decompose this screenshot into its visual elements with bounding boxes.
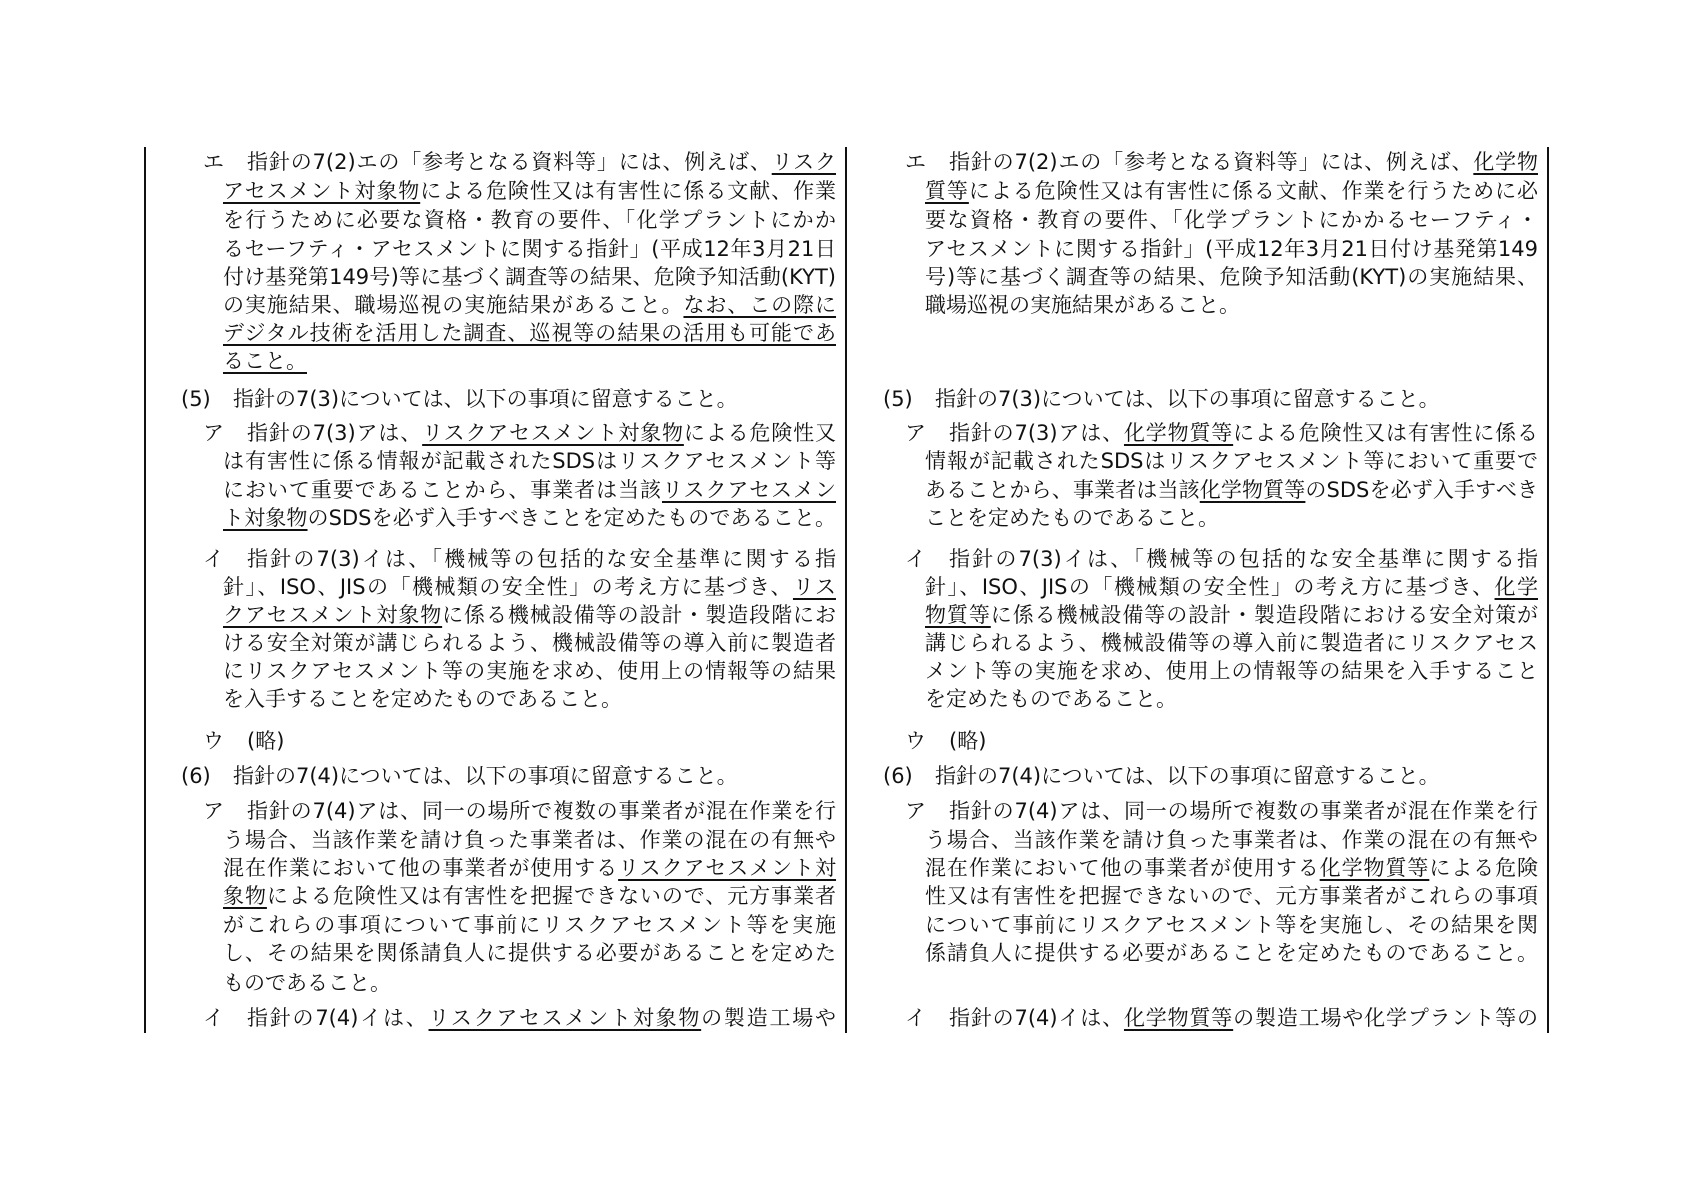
text-run: るセーフティ・アセスメントに関する指針」(平成12年3月21日 — [223, 237, 836, 261]
item-label: ア — [905, 799, 926, 823]
text-line — [223, 657, 836, 685]
text-line — [925, 657, 1538, 685]
item-label: ア — [203, 799, 224, 823]
text-line — [925, 476, 1538, 504]
text-line — [949, 1004, 1538, 1032]
text-line — [925, 685, 1177, 713]
item-label: ウ — [905, 729, 926, 753]
section-number: (5) — [883, 387, 913, 411]
item-label: エ — [203, 150, 224, 174]
text-line — [247, 797, 836, 825]
underlined-amendment: ること。 — [223, 349, 307, 373]
text-run: による危険性又は有害性を把握できないので、元方事業者 — [266, 884, 837, 908]
text-line — [949, 419, 1538, 447]
text-run: 指針の7(4)アは、同一の場所で複数の事業者が混在作業を行 — [949, 799, 1538, 823]
text-run: の製造工場や化学プラント等の — [1233, 1006, 1539, 1030]
text-run: を入手することを定めたものであること。 — [223, 687, 622, 711]
text-run: 職場巡視の実施結果があること。 — [925, 293, 1240, 317]
text-run: し、その結果を関係請負人に提供する必要があることを定めた — [223, 941, 836, 965]
text-run: について事前にリスクアセスメント等を実施し、その結果を関 — [925, 913, 1538, 937]
text-line — [925, 826, 1538, 854]
underlined-amendment: ト対象物 — [223, 506, 308, 530]
text-line — [223, 685, 622, 713]
item-label: イ — [203, 1006, 224, 1030]
text-line — [247, 419, 836, 447]
text-line — [925, 447, 1538, 475]
section-number: (6) — [181, 764, 211, 788]
text-line — [925, 177, 1538, 205]
item-label: ア — [203, 421, 224, 445]
section-heading: 指針の7(4)については、以下の事項に留意すること。 — [935, 764, 1440, 788]
text-line — [247, 1004, 836, 1032]
text-run: による危険性又は有害性に係る — [1233, 421, 1539, 445]
omitted-note: (略) — [247, 729, 285, 753]
text-run: アセスメントに関する指針」(平成12年3月21日付け基発第149 — [925, 237, 1538, 261]
text-run: による危険性又は有害性に係る文献、作業 — [420, 179, 837, 203]
text-line — [223, 177, 836, 205]
text-run: 性又は有害性を把握できないので、元方事業者がこれらの事項 — [925, 884, 1538, 908]
text-line — [925, 882, 1538, 910]
text-line — [925, 235, 1538, 263]
text-line — [925, 263, 1538, 291]
item-label: イ — [203, 547, 224, 571]
text-line — [949, 148, 1538, 176]
text-run: ける安全対策が講じられるよう、機械設備等の導入前に製造者 — [223, 631, 836, 655]
text-run: のSDSを必ず入手すべきことを定めたものであること。 — [307, 506, 836, 530]
text-line — [223, 911, 836, 939]
text-run: 指針の7(3)イは、「機械等の包括的な安全基準に関する指 — [949, 547, 1538, 571]
text-run: において重要であることから、事業者は当該 — [223, 478, 662, 502]
text-run: 針」、ISO、JISの「機械類の安全性」の考え方に基づき、 — [925, 575, 1495, 599]
text-line — [949, 545, 1538, 573]
item-label: イ — [905, 547, 926, 571]
underlined-amendment: 物質等 — [925, 603, 991, 627]
text-line — [223, 347, 307, 375]
text-run: 情報が記載されたSDSはリスクアセスメント等において重要で — [925, 449, 1538, 473]
text-line — [925, 939, 1538, 967]
text-run: による危険性又 — [683, 421, 837, 445]
item-label: エ — [905, 150, 926, 174]
text-run: 指針の7(3)アは、 — [247, 421, 423, 445]
text-run: 付け基発第149号)等に基づく調査等の結果、危険予知活動(KYT) — [223, 265, 836, 289]
text-run: に係る機械設備等の設計・製造段階における安全対策が — [990, 603, 1539, 627]
underlined-amendment: 質等 — [925, 179, 969, 203]
text-line — [223, 601, 836, 629]
text-run: に係る機械設備等の設計・製造段階にお — [442, 603, 836, 627]
underlined-amendment: 化学物質等 — [1319, 856, 1430, 880]
underlined-amendment: クアセスメント対象物 — [223, 603, 443, 627]
text-line — [925, 504, 1219, 532]
underlined-amendment: 化学物 — [1473, 150, 1538, 174]
text-run: 指針の7(3)アは、 — [949, 421, 1124, 445]
section-number: (6) — [883, 764, 913, 788]
text-line — [223, 263, 836, 291]
text-run: の製造工場や — [701, 1006, 837, 1030]
text-line — [223, 629, 836, 657]
text-line — [223, 939, 836, 967]
text-run: にリスクアセスメント等の実施を求め、使用上の情報等の結果 — [223, 659, 836, 683]
text-run: 指針の7(4)イは、 — [949, 1006, 1124, 1030]
text-run: ものであること。 — [223, 971, 391, 995]
text-run: は有害性に係る情報が記載されたSDSはリスクアセスメント等 — [223, 449, 836, 473]
text-run: 号)等に基づく調査等の結果、危険予知活動(KYT)の実施結果、 — [925, 265, 1538, 289]
table-left-border — [144, 147, 146, 1033]
text-line — [223, 206, 836, 234]
text-line — [223, 291, 836, 319]
underlined-amendment: リスクアセスメン — [661, 478, 836, 502]
underlined-amendment: なお、この際に — [683, 293, 837, 317]
text-line — [247, 148, 836, 176]
text-line — [223, 854, 836, 882]
section-heading: 指針の7(3)については、以下の事項に留意すること。 — [935, 387, 1440, 411]
underlined-amendment: リスクアセスメント対 — [618, 856, 837, 880]
underlined-amendment: 化学 — [1494, 575, 1538, 599]
section-heading: 指針の7(3)については、以下の事項に留意すること。 — [233, 387, 738, 411]
text-line — [223, 504, 836, 532]
text-line — [925, 911, 1538, 939]
underlined-amendment: リスク — [771, 150, 836, 174]
underlined-amendment: 化学物質等 — [1123, 421, 1234, 445]
text-line — [925, 629, 1538, 657]
text-run: 要な資格・教育の要件、「化学プラントにかかるセーフティ・ — [925, 208, 1538, 232]
text-line — [925, 291, 1240, 319]
underlined-amendment: 化学物質等 — [1123, 1006, 1234, 1030]
underlined-amendment: アセスメント対象物 — [223, 179, 421, 203]
section-number: (5) — [181, 387, 211, 411]
text-run: がこれらの事項について事前にリスクアセスメント等を実施 — [223, 913, 836, 937]
text-run: 指針の7(2)エの「参考となる資料等」には、例えば、 — [949, 150, 1474, 174]
text-line — [223, 882, 836, 910]
underlined-amendment: 化学物質等 — [1199, 478, 1306, 502]
text-run: 指針の7(4)イは、 — [247, 1006, 429, 1030]
text-line — [223, 476, 836, 504]
text-run: 指針の7(2)エの「参考となる資料等」には、例えば、 — [247, 150, 772, 174]
text-line — [925, 573, 1538, 601]
text-run: メント等の実施を求め、使用上の情報等の結果を入手すること — [925, 659, 1538, 683]
text-run: 針」、ISO、JISの「機械類の安全性」の考え方に基づき、 — [223, 575, 793, 599]
text-run: 講じられるよう、機械設備等の導入前に製造者にリスクアセス — [925, 631, 1538, 655]
text-run: を行うために必要な資格・教育の要件、「化学プラントにかか — [223, 208, 836, 232]
text-run: う場合、当該作業を請け負った事業者は、作業の混在の有無や — [925, 828, 1538, 852]
text-run: 係請負人に提供する必要があることを定めたものであること。 — [925, 941, 1538, 965]
text-run: のSDSを必ず入手すべき — [1305, 478, 1539, 502]
text-line — [223, 235, 836, 263]
underlined-amendment: リスクアセスメント対象物 — [422, 421, 684, 445]
text-line — [247, 545, 836, 573]
text-line — [925, 206, 1538, 234]
text-run: 指針の7(4)アは、同一の場所で複数の事業者が混在作業を行 — [247, 799, 836, 823]
omitted-note: (略) — [949, 729, 987, 753]
text-run: の実施結果、職場巡視の実施結果があること。 — [223, 293, 684, 317]
underlined-amendment: リスクアセスメント対象物 — [428, 1006, 702, 1030]
text-run: による危険 — [1429, 856, 1539, 880]
underlined-amendment: リス — [792, 575, 836, 599]
text-line — [949, 797, 1538, 825]
text-run: あることから、事業者は当該 — [925, 478, 1200, 502]
text-run: 指針の7(3)イは、「機械等の包括的な安全基準に関する指 — [247, 547, 836, 571]
item-label: ア — [905, 421, 926, 445]
underlined-amendment: デジタル技術を活用した調査、巡視等の結果の活用も可能であ — [223, 321, 836, 345]
text-line — [223, 447, 836, 475]
text-line — [223, 969, 391, 997]
text-run: 混在作業において他の事業者が使用する — [925, 856, 1320, 880]
underlined-amendment: 象物 — [223, 884, 267, 908]
text-line — [925, 601, 1538, 629]
text-run: を定めたものであること。 — [925, 687, 1177, 711]
table-right-border — [1547, 147, 1549, 1033]
text-run: う場合、当該作業を請け負った事業者は、作業の混在の有無や — [223, 828, 836, 852]
text-line — [925, 854, 1538, 882]
text-line — [223, 826, 836, 854]
text-run: 混在作業において他の事業者が使用する — [223, 856, 619, 880]
text-line — [223, 573, 836, 601]
table-center-divider — [845, 147, 847, 1033]
text-run: による危険性又は有害性に係る文献、作業を行うために必 — [968, 179, 1539, 203]
item-label: ウ — [203, 729, 224, 753]
item-label: イ — [905, 1006, 926, 1030]
text-line — [223, 319, 836, 347]
section-heading: 指針の7(4)については、以下の事項に留意すること。 — [233, 764, 738, 788]
text-run: ことを定めたものであること。 — [925, 506, 1219, 530]
